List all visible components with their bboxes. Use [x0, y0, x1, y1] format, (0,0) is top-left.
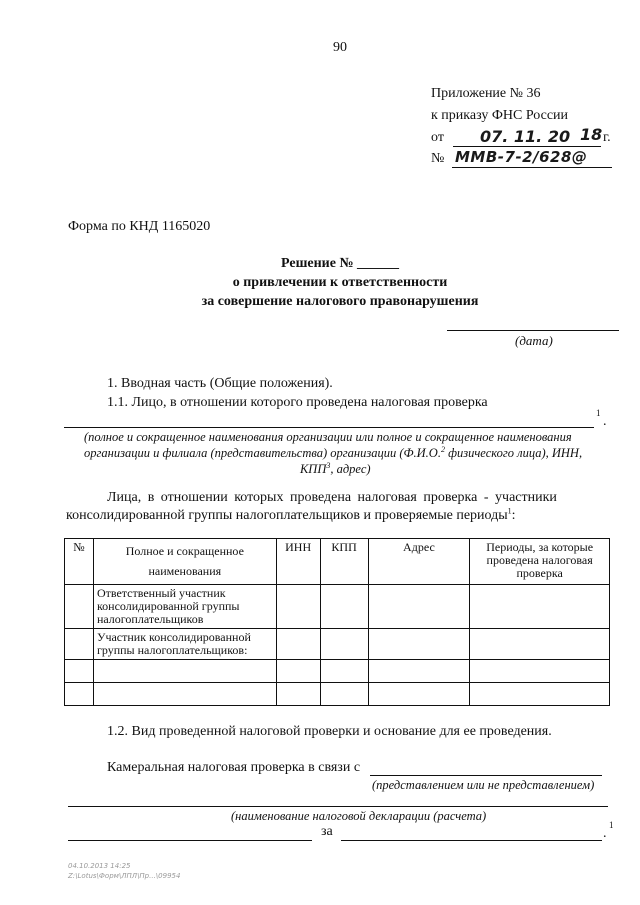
- table-header-row: [65, 539, 610, 585]
- table-cell: [65, 683, 94, 706]
- subject-note-sup2: 2: [440, 444, 445, 454]
- group-para-line2: [66, 508, 516, 524]
- kameral-underline: [370, 775, 602, 776]
- table-cell: [65, 585, 94, 629]
- kameral-text: Камеральная налоговая проверка в связи с: [107, 760, 361, 775]
- declaration-underline: [68, 806, 608, 807]
- appendix-number-underline: [452, 167, 612, 168]
- subject-period: .: [603, 414, 607, 429]
- table-cell: [368, 629, 470, 660]
- table-cell: [470, 683, 610, 706]
- table-cell: [320, 660, 368, 683]
- period-left-underline: [68, 840, 312, 841]
- appendix-number-handwritten: ММВ-7-2/628@: [455, 148, 588, 166]
- th-address: Адрес: [368, 539, 470, 585]
- appendix-date-handwritten: 07. 11. 20: [480, 127, 571, 146]
- subject-footnote-mark: 1: [596, 408, 601, 418]
- table-cell: [470, 629, 610, 660]
- appendix-line1: Приложение № 36: [431, 86, 541, 101]
- period-footnote-mark: 1: [609, 820, 614, 830]
- th-kpp: КПП: [320, 539, 368, 585]
- table-row: [65, 683, 610, 706]
- table-cell: [470, 585, 610, 629]
- table-cell: [276, 683, 320, 706]
- decision-title-line2: о привлечении к ответственности: [232, 275, 448, 290]
- group-para-line2-text: консолидированной группы налогоплательщиков и проверяемые периоды: [66, 508, 508, 523]
- subject-note-sup3: 3: [326, 460, 331, 470]
- period-right-underline: [341, 840, 602, 841]
- decision-title-line1: Решение № ______: [280, 256, 400, 271]
- subject-note-line3: [300, 462, 371, 477]
- form-code: Форма по КНД 1165020: [68, 219, 211, 234]
- table-cell: [65, 660, 94, 683]
- declaration-note: (наименование налоговой декларации (расчета): [231, 809, 487, 823]
- table-cell: [368, 660, 470, 683]
- table-cell: [276, 629, 320, 660]
- subject-note-line2-text: организации и филиала (представительства) организации (Ф.И.О.: [84, 446, 441, 460]
- subject-note-line2: [84, 446, 582, 461]
- system-stamp-line1: 04.10.2013 14:25: [68, 862, 131, 870]
- table-cell: [93, 683, 276, 706]
- group-para-line1: Лица, в отношении которых проведена налоговая проверка - участники: [107, 490, 557, 505]
- th-number: №: [65, 539, 94, 585]
- group-para-tail: :: [511, 508, 516, 523]
- table-cell: [470, 660, 610, 683]
- kameral-note: (представлением или не представлением): [372, 778, 595, 792]
- table-cell: [93, 660, 276, 683]
- period-period: .: [603, 826, 607, 841]
- appendix-year-g: г.: [603, 130, 611, 145]
- participants-table: [64, 538, 610, 706]
- th-periods: Периоды, за которые проведена налоговая проверка: [470, 539, 610, 585]
- decision-title-line3: за совершение налогового правонарушения: [201, 294, 479, 309]
- table-cell: [320, 585, 368, 629]
- row1-name: Ответственный участник консолидированной группы налогоплательщиков: [93, 585, 276, 629]
- date-caption: (дата): [515, 333, 553, 348]
- table-cell: [320, 629, 368, 660]
- table-row: [65, 660, 610, 683]
- row2-name: Участник консолидированной группы налогоплательщиков:: [93, 629, 276, 660]
- table-row: [65, 629, 610, 660]
- section1-2-heading: 1.2. Вид проведенной налоговой проверки и основание для ее проведения.: [107, 724, 552, 739]
- table-cell: [368, 683, 470, 706]
- appendix-from-label: от: [431, 130, 444, 145]
- subject-note-line1: (полное и сокращенное наименования организации или полное и сокращенное наименования: [84, 430, 572, 444]
- period-za: за: [321, 824, 333, 839]
- date-underline: [447, 330, 619, 331]
- subject-note-kpp: КПП: [300, 462, 327, 476]
- table-cell: [276, 585, 320, 629]
- subject-note-line2-tail: физического лица), ИНН,: [444, 446, 583, 460]
- th-name: Полное и сокращенное наименования: [93, 539, 276, 585]
- appendix-year-handwritten: 18: [580, 125, 603, 144]
- group-para-sup: 1: [507, 506, 512, 516]
- table-row: [65, 585, 610, 629]
- system-stamp-line2: Z:\Lotus\Форм\ЛПЛ\Пр...\09954: [68, 872, 181, 880]
- page-number: 90: [333, 40, 347, 55]
- appendix-date-underline: [453, 146, 601, 147]
- table-cell: [276, 660, 320, 683]
- appendix-line2: к приказу ФНС России: [431, 108, 569, 123]
- table-cell: [65, 629, 94, 660]
- appendix-no-label: №: [431, 151, 445, 166]
- table-cell: [368, 585, 470, 629]
- section1-heading: 1. Вводная часть (Общие положения).: [107, 376, 333, 391]
- th-inn: ИНН: [276, 539, 320, 585]
- subject-underline: [64, 427, 594, 428]
- section1-item-1-1: 1.1. Лицо, в отношении которого проведена налоговая проверка: [107, 395, 488, 410]
- table-cell: [320, 683, 368, 706]
- subject-note-address: , адрес): [330, 462, 371, 476]
